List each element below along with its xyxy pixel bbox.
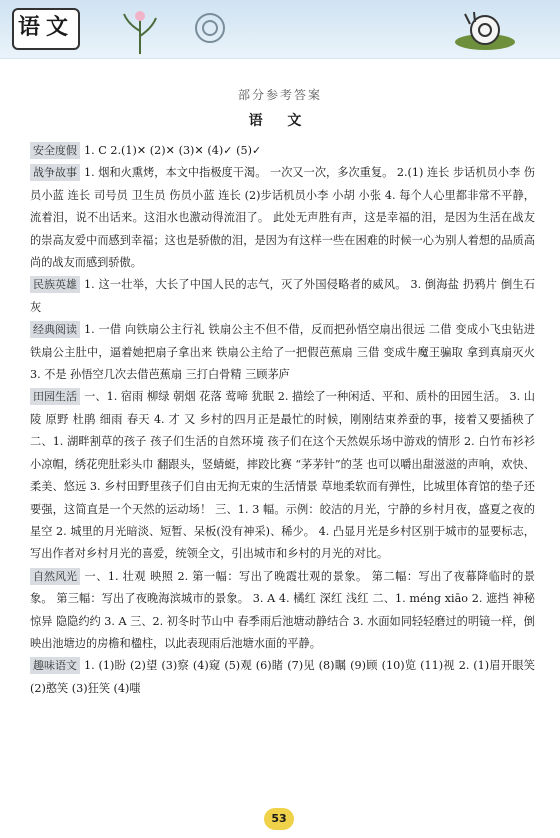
section-tag: 趣味语文: [30, 657, 80, 674]
section-tag: 民族英雄: [30, 276, 80, 293]
section-text: 一、1. 壮观 映照 2. 第一幅：写出了晚霞壮观的景象。 第二幅：写出了夜幕降临时的景象。 第三幅：写出了夜晚海滨城市的景象。 3. A 4. 橘红 深红 浅红 二、1. méng xiāo 2. 遮挡 神秘 惊异 隐隐约约 3. A 三、2. 初冬时节山中 春季雨后池塘动静结合 3. 水面如同轻轻磨过的明镜一样，倒映出池塘边的房檐和楹柱，以此表现雨后池塘水面的平静。: [30, 569, 535, 650]
section-tag: 自然风光: [30, 568, 80, 585]
section-tag: 田园生活: [30, 388, 80, 405]
page-number: 53: [264, 808, 294, 830]
section-text: 1. 这一壮举，大长了中国人民的志气，灭了外国侵略者的威风。 3. 倒海盐 扔鸦片 倒生石灰: [30, 278, 535, 314]
header-banner: [0, 0, 560, 59]
section-text: 1. (1)盼 (2)望 (3)察 (4)窥 (5)观 (6)睹 (7)见 (8)瞩 (9)顾 (10)览 (11)视 2. (1)眉开眼笑 (2)憨笑 (3)狂笑 (4)嗤: [30, 659, 535, 695]
section-national-hero: [30, 274, 535, 319]
section-tag: 安全度假: [30, 142, 80, 159]
section-text: 1. C 2.(1)✕ (2)✕ (3)✕ (4)✓ (5)✓: [84, 144, 262, 157]
shell-icon: [190, 8, 230, 48]
section-war-story: [30, 162, 535, 274]
section-fun-chinese: [30, 655, 535, 700]
section-text: 1. 烟和火熏烤，本文中指极度干渴。 一次又一次，多次重复。 2.(1) 连长 步话机员小李 伤员小蓝 连长 司号员 卫生员 伤员小蓝 连长 (2)步话机员小李 小胡 小张 4. 每个人心里都非常不平静，流着泪，说不出话来。这泪水也激动得流泪了。 此处无声胜有声，这是幸福的泪，是因为生活在战友的崇高友爱中而感到幸福；这也是骄傲的泪，是因为有这样一些在困难的时候一心为别人着想的品质高尚的战友而感到骄傲。: [30, 166, 535, 270]
section-natural-scenery: [30, 566, 535, 656]
section-tag: 战争故事: [30, 164, 80, 181]
plant-icon: [110, 6, 170, 56]
section-rural-life: [30, 386, 535, 565]
section-text: 1. 一借 向铁扇公主行礼 铁扇公主不但不借，反而把孙悟空扇出很远 二借 变成小飞虫钻进铁扇公主肚中，逼着她把扇子拿出来 铁扇公主给了一把假芭蕉扇 三借 变成牛魔王骗取 拿到真扇灭火 3. 不是 孙悟空几次去借芭蕉扇 三打白骨精 三顾茅庐: [30, 323, 535, 382]
section-text: 一、1. 宿雨 柳绿 朝烟 花落 莺啼 犹眠 2. 描绘了一种闲适、平和、质朴的田园生活。 3. 山陵 原野 杜鹃 细雨 春天 4. 才 又 乡村的四月正是最忙的时候，刚刚结束养蚕的事，接着又要插秧了 二、1. 湖畔割草的孩子 孩子们生活的自然环境 孩子们在这个天然娱乐场中游戏的情形 2. 白竹布衫衫小凉帽，绣花兜肚彩头巾 翻跟头，竖蜻蜓，摔跤比赛 “茅茅针”的茎 也可以嚼出甜滋滋的声响，欢快、柔美、悠远 3. 乡村田野里孩子们自由无拘无束的生活情景 草地柔软而有弹性，比城里体育馆的垫子还要强，这简直是一个天然的运动场！ 三、1. 3 幅。示例：皎洁的月光，宁静的乡村月夜，盛夏之夜的星空 2. 城里的月光暗淡、短暂、呆板(没有神采)、稀少。 4. 凸显月光是乡村区别于城市的显要标志，写出作者对乡村月光的喜爱，统领全文，引出城市和乡村的月光的对比。: [30, 390, 535, 561]
answers-subtitle: 部分参考答案: [237, 88, 322, 102]
section-classic-reading: [30, 319, 535, 386]
snail-icon: [440, 4, 530, 54]
answer-content: [30, 140, 535, 700]
subject-logo: 语文: [12, 8, 80, 50]
page-title: 语 文: [248, 113, 312, 129]
section-safety-vacation: [30, 140, 535, 162]
section-tag: 经典阅读: [30, 321, 80, 338]
